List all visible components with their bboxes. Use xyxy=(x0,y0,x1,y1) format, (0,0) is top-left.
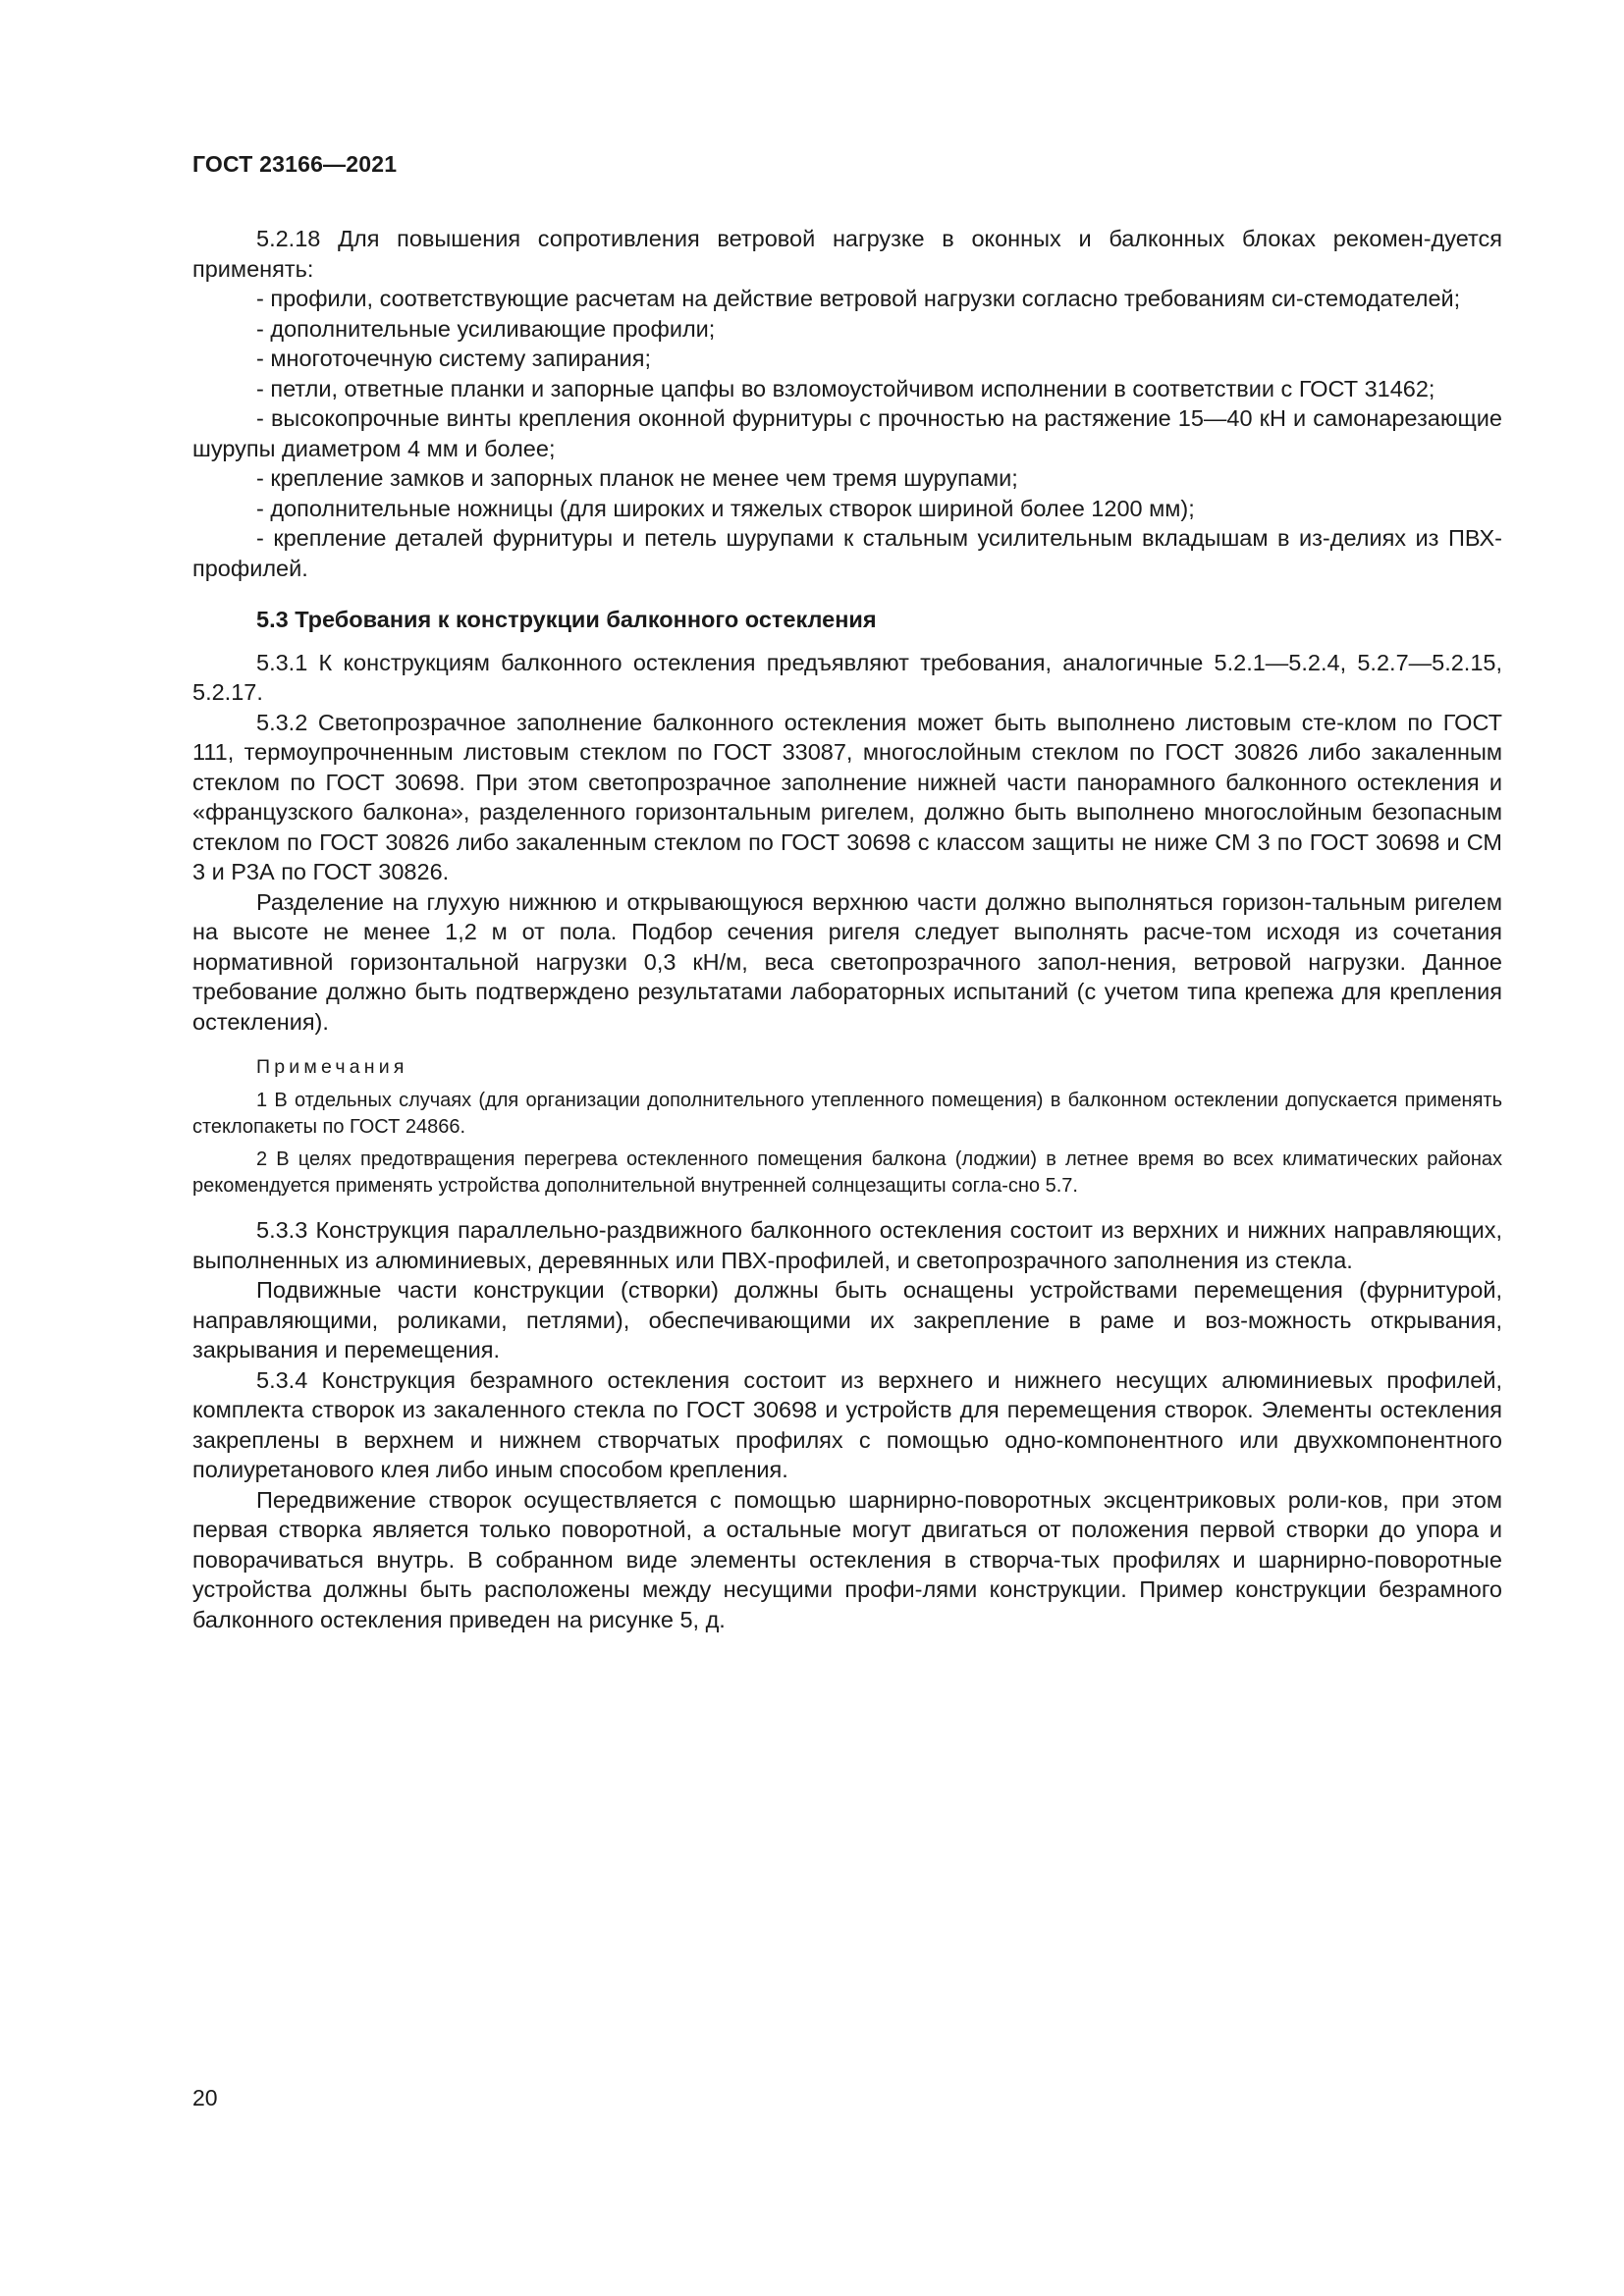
list-item: - высокопрочные винты крепления оконной фурнитуры с прочностью на растяжение 15—40 кН и самонарезающие шурупы диаметром 4 мм и более; xyxy=(192,405,1502,461)
notes-title: Примечания xyxy=(256,1056,408,1078)
list-item: - профили, соответствующие расчетам на действие ветровой нагрузки согласно требованиям си-стемодателей; xyxy=(256,286,1461,311)
paragraph: 5.3.2 Светопрозрачное заполнение балконного остекления может быть выполнено листовым сте-клом по ГОСТ 111, термоупрочненным листовым стеклом по ГОСТ 33087, многослойным стеклом по ГОСТ 30826 либо закаленным стеклом по ГОСТ 30698. При этом светопрозрачное заполнение нижней части панорамного балконного остекления и «французского балкона», разделенного горизонтальным ригелем, должно быть выполнено многослойным безопасным стеклом по ГОСТ 30826 либо закаленным стеклом по ГОСТ 30698 с классом защиты не ниже СМ 3 по ГОСТ 30698 и СМ 3 и Р3А по ГОСТ 30826. xyxy=(192,709,1502,884)
paragraph: 5.3.1 К конструкциям балконного остекления предъявляют требования, аналогичные 5.2.1—5.2.4, 5.2.7—5.2.15, 5.2.17. xyxy=(192,649,1502,705)
list-item: - многоточечную систему запирания; xyxy=(256,346,651,371)
list-item: - крепление деталей фурнитуры и петель шурупами к стальным усилительным вкладышам в из-делиях из ПВХ-профилей. xyxy=(192,525,1502,581)
list-item: - дополнительные ножницы (для широких и тяжелых створок шириной более 1200 мм); xyxy=(256,495,1195,521)
paragraph: Подвижные части конструкции (створки) должны быть оснащены устройствами перемещения (фурнитурой, направляющими, роликами, петлями), обеспечивающими их закрепление в раме и воз-можность открывания, закрывания и перемещения. xyxy=(192,1277,1502,1362)
paragraph: Разделение на глухую нижнюю и открывающуюся верхнюю части должно выполняться горизон-тальным ригелем на высоте не менее 1,2 м от пола. Подбор сечения ригеля следует выполнять расче-том исходя из сочетания нормативной горизонтальной нагрузки 0,3 кН/м, веса светопрозрачного запол-нения, ветровой нагрузки. Данное требование должно быть подтверждено результатами лабораторных испытаний (с учетом типа крепежа для крепления остекления). xyxy=(192,888,1502,1035)
paragraph: 5.2.18 Для повышения сопротивления ветровой нагрузке в оконных и балконных блоках рекомен-дуется применять: xyxy=(192,226,1502,282)
note: 2 В целях предотвращения перегрева остекленного помещения балкона (лоджии) в летнее время во всех климатических районах рекомендуется применять устройства дополнительной внутренней солнцезащиты согла-сно 5.7. xyxy=(192,1148,1502,1197)
section-heading: 5.3 Требования к конструкции балконного остекления xyxy=(256,607,877,632)
list-item: - петли, ответные планки и запорные цапфы во взломоустойчивом исполнении в соответствии с ГОСТ 31462; xyxy=(256,375,1435,401)
document-body xyxy=(192,224,1502,1634)
page-number: 20 xyxy=(192,2085,218,2110)
list-item: - дополнительные усиливающие профили; xyxy=(256,315,716,342)
document-header: ГОСТ 23166—2021 xyxy=(192,151,398,177)
list-item: - крепление замков и запорных планок не менее чем тремя шурупами; xyxy=(256,465,1018,491)
paragraph: Передвижение створок осуществляется с помощью шарнирно-поворотных эксцентриковых роли-ков, при этом первая створка является только поворотной, а остальные могут двигаться от положения первой створки до упора и поворачиваться внутрь. В собранном виде элементы остекления в створча-тых профилях и шарнирно-поворотные устройства должны быть расположены между несущими профи-лями конструкции. Пример конструкции безрамного балконного остекления приведен на рисунке 5, д. xyxy=(192,1486,1502,1632)
paragraph: 5.3.4 Конструкция безрамного остекления состоит из верхнего и нижнего несущих алюминиевых профилей, комплекта створок из закаленного стекла по ГОСТ 30698 и устройств для перемещения створок. Элементы остекления закреплены в верхнем и нижнем створчатых профилях с помощью одно-компонентного или двухкомпонентного полиуретанового клея либо иным способом крепления. xyxy=(192,1366,1502,1482)
note: 1 В отдельных случаях (для организации дополнительного утепленного помещения) в балконном остеклении допускается применять стеклопакеты по ГОСТ 24866. xyxy=(192,1090,1502,1138)
paragraph: 5.3.3 Конструкция параллельно-раздвижного балконного остекления состоит из верхних и нижних направляющих, выполненных из алюминиевых, деревянных или ПВХ-профилей, и светопрозрачного заполнения из стекла. xyxy=(192,1217,1502,1273)
